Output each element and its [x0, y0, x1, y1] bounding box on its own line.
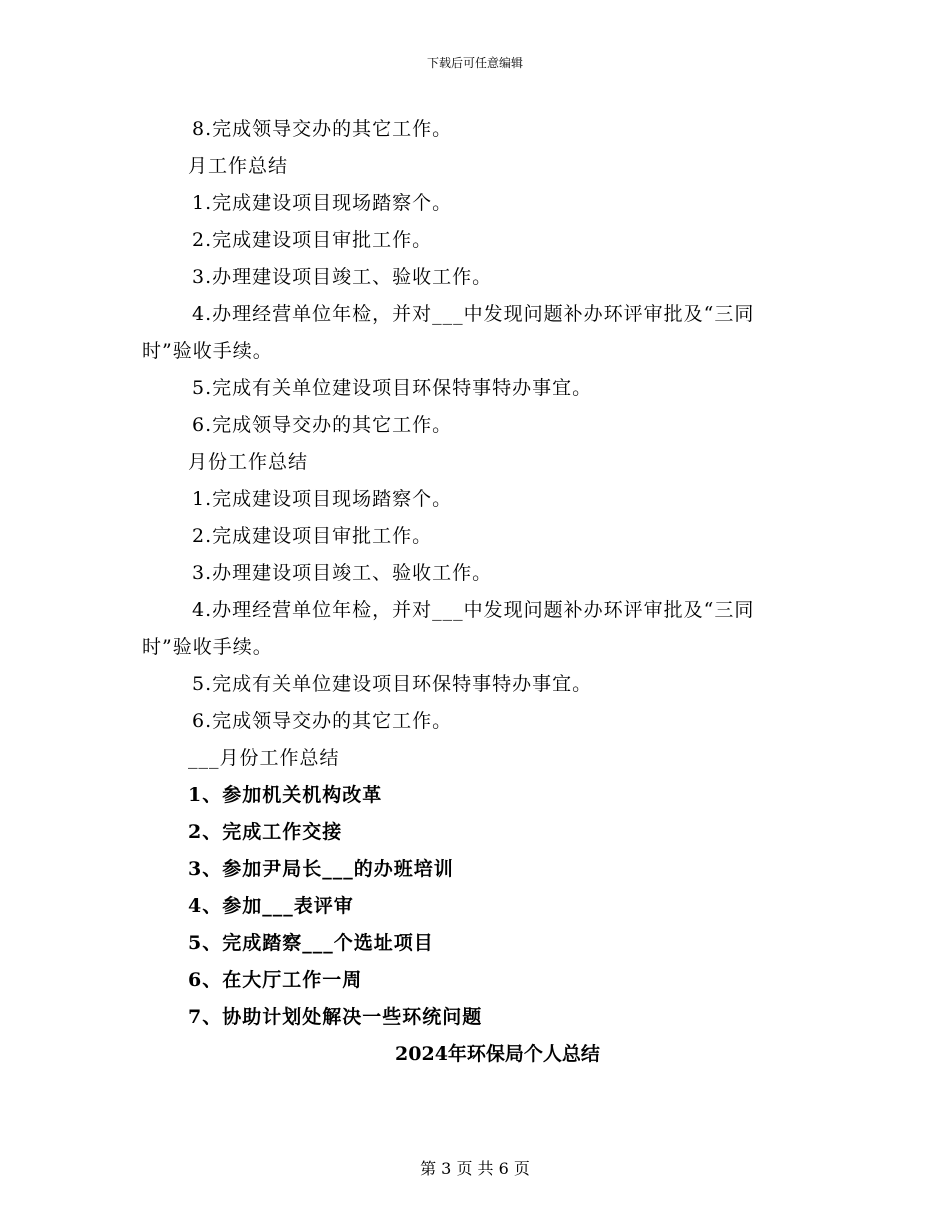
text-line: 3.办理建设项目竣工、验收工作。	[192, 562, 493, 584]
list-item: 3、参加尹局长___的办班培训	[188, 858, 454, 880]
section-heading: 月工作总结	[188, 155, 289, 177]
text-line: 1.完成建设项目现场踏察个。	[192, 488, 453, 510]
text-line: 2.完成建设项目审批工作。	[192, 525, 433, 547]
text-line: 8.完成领导交办的其它工作。	[192, 118, 453, 140]
text-line: 5.完成有关单位建设项目环保特事特办事宜。	[192, 673, 593, 695]
text-line: 时”验收手续。	[142, 636, 273, 658]
text-line: 6.完成领导交办的其它工作。	[192, 710, 453, 732]
text-line: 时”验收手续。	[142, 340, 273, 362]
text-line: 3.办理建设项目竣工、验收工作。	[192, 266, 493, 288]
text-line: 6.完成领导交办的其它工作。	[192, 414, 453, 436]
page-footer: 第 3 页 共 6 页	[420, 1159, 530, 1178]
list-item: 1、参加机关机构改革	[188, 784, 383, 806]
page-header: 下载后可任意编辑	[426, 56, 523, 70]
list-item: 5、完成踏察___个选址项目	[188, 932, 434, 954]
document-title: 2024年环保局个人总结	[395, 1043, 600, 1065]
text-line: 4.办理经营单位年检，并对___中发现问题补办环评审批及“三同	[192, 599, 755, 621]
text-line: 5.完成有关单位建设项目环保特事特办事宜。	[192, 377, 593, 399]
list-item: 2、完成工作交接	[188, 821, 343, 843]
list-item: 4、参加___表评审	[188, 895, 354, 917]
list-item: 7、协助计划处解决一些环统问题	[188, 1006, 483, 1028]
list-item: 6、在大厅工作一周	[188, 969, 363, 991]
text-line: 2.完成建设项目审批工作。	[192, 229, 433, 251]
text-line: 4.办理经营单位年检，并对___中发现问题补办环评审批及“三同	[192, 303, 755, 325]
section-heading: 月份工作总结	[188, 451, 309, 473]
text-line: 1.完成建设项目现场踏察个。	[192, 192, 453, 214]
section-heading: ___月份工作总结	[188, 747, 340, 769]
